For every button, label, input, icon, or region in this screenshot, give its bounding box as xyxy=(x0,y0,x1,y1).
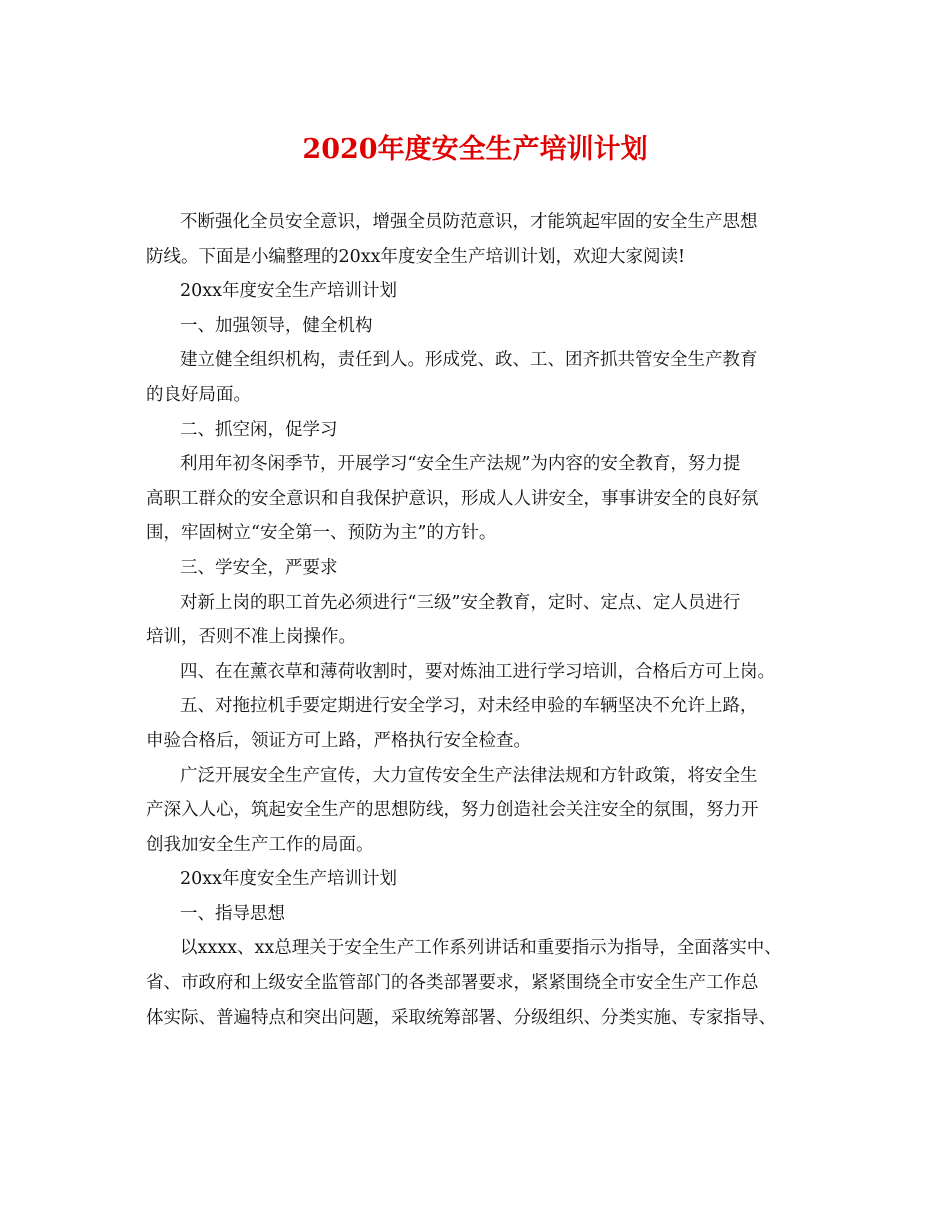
paragraph-line: 的良好局面。 xyxy=(146,384,251,405)
paragraph-line: 建立健全组织机构，责任到人。形成党、政、工、团齐抓共管安全生产教育 xyxy=(180,350,758,371)
paragraph-line: 防线。下面是小编整理的20xx年度安全生产培训计划，欢迎大家阅读! xyxy=(146,246,686,267)
document-body xyxy=(146,205,816,1035)
paragraph-line: 培训，否则不准上岗操作。 xyxy=(146,627,356,648)
paragraph-line: 一、加强领导，健全机构 xyxy=(180,315,373,336)
paragraph-line: 四、在在薰衣草和薄荷收割时，要对炼油工进行学习培训，合格后方可上岗。 xyxy=(180,661,775,682)
paragraph-line: 一、指导思想 xyxy=(180,903,285,924)
paragraph-line: 创我加安全生产工作的局面。 xyxy=(146,834,374,855)
paragraph-line: 三、学安全，严要求 xyxy=(180,557,338,578)
paragraph-line: 申验合格后，领证方可上路，严格执行安全检查。 xyxy=(146,730,531,751)
paragraph-line: 广泛开展安全生产宣传，大力宣传安全生产法律法规和方针政策，将安全生 xyxy=(180,765,758,786)
paragraph-line: 产深入人心，筑起安全生产的思想防线，努力创造社会关注安全的氛围，努力开 xyxy=(146,800,759,821)
paragraph-line: 利用年初冬闲季节，开展学习“安全生产法规”为内容的安全教育，努力提 xyxy=(180,454,741,475)
document-title: 2020年度安全生产培训计划 xyxy=(302,134,648,165)
paragraph-line: 20xx年度安全生产培训计划 xyxy=(180,869,398,890)
paragraph-line: 对新上岗的职工首先必须进行“三级”安全教育，定时、定点、定人员进行 xyxy=(180,592,741,613)
paragraph-line: 围，牢固树立“安全第一、预防为主”的方针。 xyxy=(146,523,497,544)
paragraph-line: 高职工群众的安全意识和自我保护意识，形成人人讲安全，事事讲安全的良好氛 xyxy=(146,488,759,509)
paragraph-line: 二、抓空闲，促学习 xyxy=(180,419,338,440)
paragraph-line: 不断强化全员安全意识，增强全员防范意识，才能筑起牢固的安全生产思想 xyxy=(180,212,758,232)
paragraph-line: 体实际、普遍特点和突出问题，采取统筹部署、分级组织、分类实施、专家指导、 xyxy=(146,1007,776,1028)
paragraph-line: 20xx年度安全生产培训计划 xyxy=(180,281,398,302)
paragraph-line: 五、对拖拉机手要定期进行安全学习，对未经申验的车辆坚决不允许上路， xyxy=(180,696,758,717)
paragraph-line: 省、市政府和上级安全监管部门的各类部署要求，紧紧围绕全市安全生产工作总 xyxy=(146,973,759,994)
paragraph-line: 以xxxx、xx总理关于安全生产工作系列讲话和重要指示为指导，全面落实中、 xyxy=(180,938,782,959)
